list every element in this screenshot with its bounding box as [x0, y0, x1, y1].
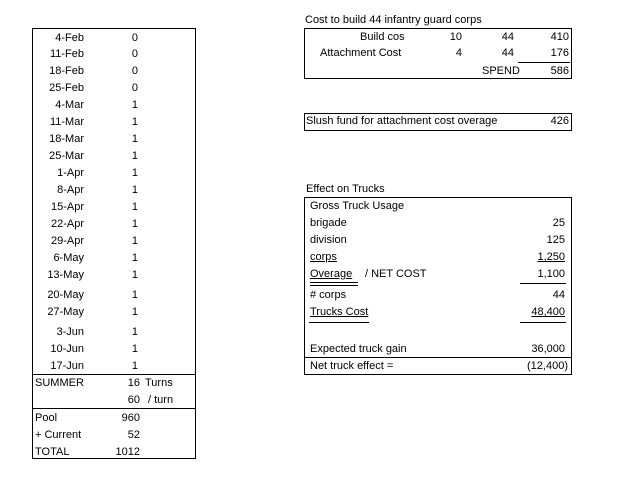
schedule-date: 18-Feb — [49, 65, 84, 77]
net-truck-effect-label: Net truck effect = — [310, 360, 394, 372]
schedule-value: 0 — [131, 48, 138, 60]
corps-label: corps — [310, 251, 337, 263]
overage-double-underline — [310, 282, 358, 286]
overage-value-underline — [520, 283, 566, 284]
schedule-value: 1 — [131, 99, 138, 111]
net-cost-label: / NET COST — [365, 268, 427, 280]
schedule-value: 1 — [131, 116, 138, 128]
overage-label: Overage — [310, 268, 353, 280]
pool-value: 960 — [121, 412, 140, 424]
attachment-cost-qty: 4 — [455, 47, 462, 59]
schedule-value: 1 — [131, 150, 138, 162]
overage-value: 1,100 — [537, 268, 565, 280]
build-cost-label: Build cos — [360, 31, 405, 43]
expected-truck-gain-value: 36,000 — [531, 343, 565, 355]
schedule-value: 1 — [131, 306, 138, 318]
pool-label: Pool — [35, 412, 58, 424]
schedule-date: 10-Jun — [50, 343, 84, 355]
schedule-value: 1 — [131, 269, 138, 281]
schedule-date: 11-Mar — [49, 116, 84, 128]
total-label: TOTAL — [35, 446, 70, 458]
schedule-value: 1 — [131, 218, 138, 230]
trucks-cost-value-divider — [520, 322, 566, 323]
schedule-date: 18-Mar — [49, 133, 84, 145]
attachment-cost-count: 44 — [501, 47, 514, 59]
schedule-date: 17-Jun — [50, 360, 84, 372]
expected-truck-gain-label: Expected truck gain — [310, 343, 407, 355]
slush-label: Slush fund for attachment cost overage — [306, 115, 498, 127]
brigade-label: brigade — [310, 217, 347, 229]
schedule-date: 6-May — [53, 252, 84, 264]
summer-turns-value: 16 — [127, 377, 140, 389]
num-corps-value: 44 — [552, 289, 565, 301]
per-turn-value: 60 — [127, 394, 140, 406]
net-truck-effect-value: (12,400) — [527, 360, 568, 372]
schedule-value: 0 — [131, 32, 138, 44]
schedule-value: 1 — [131, 289, 138, 301]
schedule-date: 4-Feb — [55, 32, 84, 44]
schedule-value: 1 — [131, 184, 138, 196]
spend-label: SPEND — [482, 65, 520, 77]
schedule-value: 0 — [131, 82, 138, 94]
per-turn-label: / turn — [148, 394, 174, 406]
schedule-value: 1 — [131, 252, 138, 264]
schedule-date: 13-May — [47, 269, 84, 281]
schedule-summary-divider — [32, 374, 196, 375]
schedule-date: 27-May — [47, 306, 84, 318]
summer-turns-label: Turns — [145, 377, 173, 389]
trucks-cost-label: Trucks Cost — [310, 306, 369, 318]
schedule-value: 1 — [131, 167, 138, 179]
current-label: + Current — [35, 429, 82, 441]
schedule-value: 1 — [131, 326, 138, 338]
schedule-date: 22-Apr — [50, 218, 84, 230]
schedule-date: 20-May — [47, 289, 84, 301]
corps-value: 1,250 — [537, 251, 565, 263]
schedule-date: 3-Jun — [56, 326, 84, 338]
schedule-value: 1 — [131, 133, 138, 145]
build-cost-total: 410 — [550, 31, 569, 43]
schedule-date: 15-Apr — [50, 201, 84, 213]
attachment-cost-label: Attachment Cost — [320, 47, 402, 59]
cost-title: Cost to build 44 infantry guard corps — [305, 14, 482, 26]
current-value: 52 — [127, 429, 140, 441]
slush-value: 426 — [550, 115, 569, 127]
schedule-value: 1 — [131, 235, 138, 247]
schedule-value: 0 — [131, 65, 138, 77]
build-cost-count: 44 — [501, 31, 514, 43]
num-corps-label: # corps — [310, 289, 347, 301]
trucks-cost-value: 48,400 — [531, 306, 565, 318]
division-value: 125 — [546, 234, 565, 246]
schedule-date: 1-Apr — [57, 167, 84, 179]
schedule-value: 1 — [131, 360, 138, 372]
division-label: division — [310, 234, 347, 246]
schedule-pool-divider — [32, 408, 196, 409]
trucks-cost-divider — [309, 322, 369, 323]
spend-underline — [518, 62, 570, 63]
attachment-cost-total: 176 — [550, 47, 569, 59]
schedule-date: 25-Mar — [49, 150, 84, 162]
schedule-date: 4-Mar — [55, 99, 84, 111]
gross-truck-usage-label: Gross Truck Usage — [310, 200, 405, 212]
trucks-title: Effect on Trucks — [306, 183, 385, 195]
net-effect-divider — [304, 357, 572, 358]
build-cost-qty: 10 — [449, 31, 462, 43]
schedule-date: 25-Feb — [49, 82, 84, 94]
summer-label: SUMMER — [35, 377, 84, 389]
spend-total: 586 — [550, 65, 569, 77]
brigade-value: 25 — [552, 217, 565, 229]
schedule-date: 11-Feb — [49, 48, 84, 60]
schedule-date: 8-Apr — [57, 184, 84, 196]
total-value: 1012 — [115, 446, 140, 458]
schedule-value: 1 — [131, 201, 138, 213]
schedule-date: 29-Apr — [50, 235, 84, 247]
schedule-value: 1 — [131, 343, 138, 355]
